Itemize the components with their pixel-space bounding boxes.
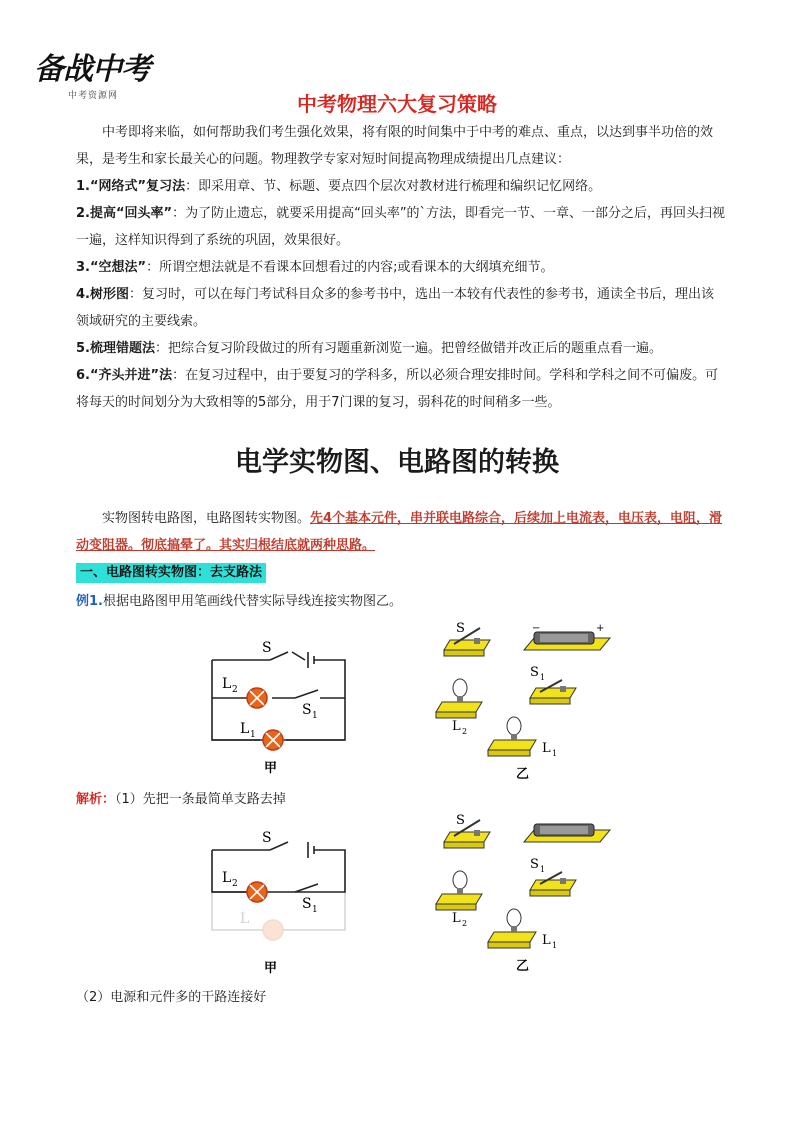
svg-text:L: L	[240, 911, 250, 927]
lead-plain: 实物图转电路图，电路图转实物图。	[102, 511, 311, 526]
strategy-list	[76, 173, 726, 416]
circuit-diagram-jia-1	[200, 630, 360, 780]
svg-text:S: S	[262, 640, 272, 656]
step-2-line: （2）电源和元件多的干路连接好	[76, 990, 267, 1005]
svg-text:S: S	[530, 857, 539, 872]
svg-text:L: L	[542, 741, 551, 756]
svg-text:L: L	[240, 721, 250, 737]
svg-text:1: 1	[250, 730, 256, 740]
example-text: 根据电路图甲用笔画线代替实际导线连接实物图乙。	[102, 594, 402, 609]
label-jia-2: 甲	[264, 961, 278, 976]
svg-text:1: 1	[312, 711, 318, 721]
circuit-diagram-jia-2	[200, 820, 360, 980]
svg-text:1: 1	[552, 941, 558, 950]
lamp-base-l1-icon	[488, 717, 557, 758]
logo-text: 备战中考	[34, 52, 150, 87]
svg-text:2: 2	[462, 727, 468, 736]
svg-text:L: L	[542, 933, 551, 948]
strategy-item: 3.“空想法”：所谓空想法就是不看课本回想看过的内容;或看课本的大纲填充细节。	[76, 260, 554, 275]
svg-text:S: S	[530, 665, 539, 680]
svg-text:2: 2	[232, 879, 238, 889]
strategy-item: 1.“网络式”复习法：即采用章、节、标题、要点四个层次对教材进行梳理和编织记忆网络。	[76, 179, 602, 194]
switch-s1-icon	[530, 665, 576, 704]
lead-paragraph	[76, 505, 726, 559]
battery-icon	[524, 623, 610, 650]
switch-s1-icon	[530, 857, 576, 896]
svg-text:L: L	[222, 870, 232, 886]
example-label: 例1.	[76, 594, 103, 609]
svg-text:S: S	[456, 813, 465, 828]
strategy-item: 4.树形图：复习时，可以在每门考试科目众多的参考书中，选出一本较有代表性的参考书，通读全书后，理出该领域研究的主要线索。	[76, 287, 714, 329]
lamp-base-l2-icon	[436, 679, 482, 736]
svg-text:−: −	[532, 623, 541, 634]
section-heading: 电学实物图、电路图的转换	[235, 447, 559, 478]
strategy-item: 2.提高“回头率”：为了防止遗忘，就要采用提高“回头率”的`方法，即看完一节、一章、一部分之后，再回头扫视一遍，这样知识得到了系统的巩固，效果很好。	[76, 206, 726, 248]
svg-text:+: +	[596, 623, 605, 634]
svg-text:S: S	[456, 621, 465, 636]
step-1-text: （1）先把一条最简单支路去掉	[115, 792, 286, 807]
logo-subtitle: 中考资源网	[68, 91, 119, 101]
lamp-base-l2-icon	[436, 871, 482, 928]
strategy-item: 6.“齐头并进”法：在复习过程中，由于要复习的学科多，所以必须合理安排时间。学科和学科之间不可偏废。可将每天的时间划分为大致相等的5部分，用于7门课的复习，弱科花的时间稍多一些。	[76, 368, 719, 410]
section-title-bar: 一、电路图转实物图：去支路法	[76, 563, 266, 583]
svg-text:1: 1	[540, 673, 546, 682]
svg-text:L: L	[452, 719, 461, 734]
svg-text:S: S	[262, 830, 272, 846]
example-line	[76, 588, 726, 615]
faded-lamp-l1-icon	[263, 920, 283, 940]
svg-text:1: 1	[552, 749, 558, 758]
lamp-base-l1-icon	[488, 909, 557, 950]
intro-paragraph: 中考即将来临，如何帮助我们考生强化效果，将有限的时间集中于中考的难点、重点，以达到事半功倍的效果，是考生和家长最关心的问题。物理教学专家对短时间提高物理成绩提出几点建议：	[76, 125, 714, 167]
label-yi-2: 乙	[516, 959, 530, 974]
switch-s-icon	[444, 621, 490, 656]
svg-text:1: 1	[312, 905, 318, 915]
label-yi: 乙	[516, 767, 530, 782]
svg-text:S: S	[302, 896, 312, 912]
page-title: 中考物理六大复习策略	[297, 92, 497, 116]
battery-icon	[524, 824, 610, 842]
label-jia: 甲	[264, 761, 278, 776]
svg-text:1: 1	[540, 865, 546, 874]
svg-text:L: L	[222, 676, 232, 692]
strategy-item: 5.梳理错题法：把综合复习阶段做过的所有习题重新浏览一遍。把曾经做错并改正后的题重点看一遍。	[76, 341, 662, 356]
svg-text:L: L	[452, 911, 461, 926]
analysis-label: 解析：	[76, 792, 116, 807]
switch-s-icon	[444, 813, 490, 848]
physical-diagram-yi-2	[430, 806, 630, 976]
svg-text:2: 2	[462, 919, 468, 928]
svg-text:2: 2	[232, 685, 238, 695]
svg-text:S: S	[302, 702, 312, 718]
physical-diagram-yi-1	[430, 614, 630, 784]
lead-red: 先4个基本元件，串并联电路综合，后续加上电流表，电压表，电阻，滑动变阻器。彻底搞晕了。其实归根结底就两种思路。	[76, 511, 723, 553]
